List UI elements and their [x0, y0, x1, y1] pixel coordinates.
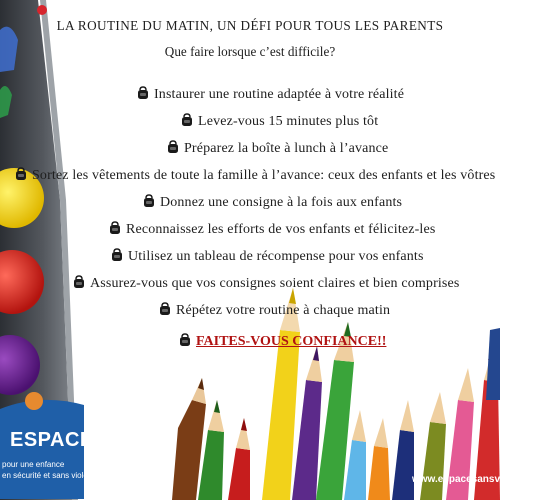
school-bag-icon	[166, 140, 180, 154]
school-bag-icon	[72, 275, 86, 289]
list-item: Sortez les vêtements de toute la famille à l’avance: ceux des enfants et les vôtres	[14, 167, 495, 185]
school-bag-icon	[108, 221, 122, 235]
school-bag-icon	[178, 333, 192, 347]
logo-tagline-2: en sécurité et sans violence	[2, 471, 101, 480]
list-item-final: FAITES-VOUS CONFIANCE!!	[178, 333, 386, 351]
website-url: www.espacesansviolence.org	[412, 474, 553, 485]
school-bag-icon	[136, 86, 150, 100]
school-bag-icon	[110, 248, 124, 262]
list-item: Reconnaissez les efforts de vos enfants et félicitez-les	[108, 221, 435, 239]
list-item: Instaurer une routine adaptée à votre réalité	[136, 86, 404, 104]
logo-name: ESPACE	[10, 429, 94, 451]
list-item: Répétez votre routine à chaque matin	[158, 302, 390, 320]
logo-tagline-1: pour une enfance	[2, 460, 65, 469]
list-item: Donnez une consigne à la fois aux enfants	[142, 194, 402, 212]
school-bag-icon	[180, 113, 194, 127]
list-item: Préparez la boîte à lunch à l’avance	[166, 140, 388, 158]
list-item: Utilisez un tableau de récompense pour vos enfants	[110, 248, 424, 266]
list-item: Levez-vous 15 minutes plus tôt	[180, 113, 378, 131]
school-bag-icon	[158, 302, 172, 316]
list-item: Assurez-vous que vos consignes soient claires et bien comprises	[72, 275, 459, 293]
poster-title: LA ROUTINE DU MATIN, UN DÉFI POUR TOUS LES PARENTS	[56, 18, 444, 33]
school-bag-icon	[142, 194, 156, 208]
school-bag-icon	[14, 167, 28, 181]
poster-subtitle: Que faire lorsque c’est difficile?	[164, 44, 336, 59]
